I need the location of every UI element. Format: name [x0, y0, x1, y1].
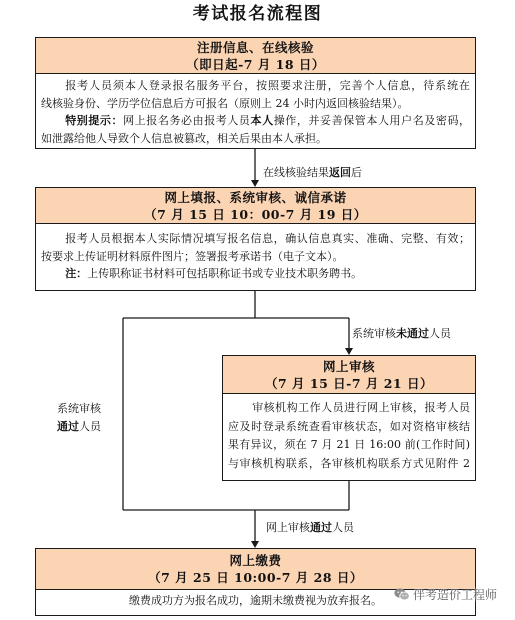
label-text: 人员 [332, 521, 354, 534]
label-text: 系统审核 [352, 327, 396, 340]
label-emphasis: 返回 [329, 166, 351, 179]
label-emphasis: 通过 [57, 420, 79, 433]
step-submit-period: （7 月 15 日 10：00-7 月 19 日） [144, 207, 367, 222]
arrowhead [345, 348, 353, 355]
note-text: 上传职称证书材料可包括职称证书或专业技术职务聘书。 [87, 267, 363, 280]
online-review-passed-label [266, 520, 354, 535]
label-text: 网上审核 [266, 521, 310, 534]
watermark [394, 585, 497, 603]
body-line: 审核机构工作人员进行网上审核，报考人员 [252, 401, 470, 414]
notice-text: 操作，并妥善保管本人用户名及密码， [273, 114, 471, 127]
body-line: 线核验身份、学历学位信息后方可报名（原则上 24 小时内返回核验结果）。 [41, 96, 409, 110]
arrowhead [251, 541, 259, 548]
label-text: 人员 [79, 420, 101, 433]
label-text: 后 [351, 166, 362, 179]
step-register-heading: 注册信息、在线核验 [196, 40, 314, 55]
step-submit-heading: 网上填报、系统审核、诚信承诺 [164, 190, 347, 205]
wechat-icon [394, 588, 410, 601]
review-failed-label [352, 326, 451, 341]
notice-text: 网上报名务必由报考人员 [123, 114, 251, 127]
label-line [57, 418, 101, 436]
label-emphasis: 未通过 [396, 327, 429, 340]
step-payment-heading: 网上缴费 [229, 553, 282, 568]
body-line: 应及时登录系统查看审核状态，如对资格审核结 [228, 419, 470, 433]
watermark-text: 伴考造价工程师 [413, 587, 498, 602]
body-line: 与审核机构联系，各审核机构联系方式见附件 2 [228, 456, 470, 470]
label-text: 系统审核 [57, 402, 101, 415]
notice-continuation: 如泄露给他人导致个人信息被篡改，相关后果由本人承担。 [41, 131, 327, 145]
label-text: 在线核验结果 [263, 166, 329, 179]
label-text: 人员 [429, 327, 451, 340]
body-line: 报考人员须本人登录报名服务平台，按照要求注册，完善个人信息，待系统在 [65, 79, 470, 92]
body-line: 缴费成功方为报名成功，逾期未缴费视为放弃报名。 [129, 594, 382, 607]
label-emphasis: 通过 [310, 521, 332, 534]
page-title: 考试报名流程图 [192, 4, 323, 24]
body-line: 果有异议，须在 7 月 21 日 16:00 前(工作时间) [228, 438, 470, 451]
step-register-period: （即日起-7 月 18 日） [186, 57, 325, 72]
step-review-period: （7 月 15 日-7 月 21 日） [265, 376, 433, 391]
review-passed-label [57, 400, 101, 436]
after-verification-label [263, 165, 362, 180]
notice-label: 特别提示： [65, 114, 124, 127]
step-payment-period: （7 月 25 日 10:00-7 月 28 日） [148, 570, 363, 585]
notice-emphasis: 本人 [250, 114, 274, 127]
note-label: 注： [65, 267, 88, 280]
body-line: 按要求上传证明材料原件图片；签署报考承诺书（电子文本）。 [41, 249, 344, 263]
body-line: 报考人员根据本人实际情况填写报名信息，确认信息真实、准确、完整、有效； [65, 232, 470, 245]
step-review-heading: 网上审核 [322, 359, 375, 374]
arrowhead [251, 180, 259, 187]
